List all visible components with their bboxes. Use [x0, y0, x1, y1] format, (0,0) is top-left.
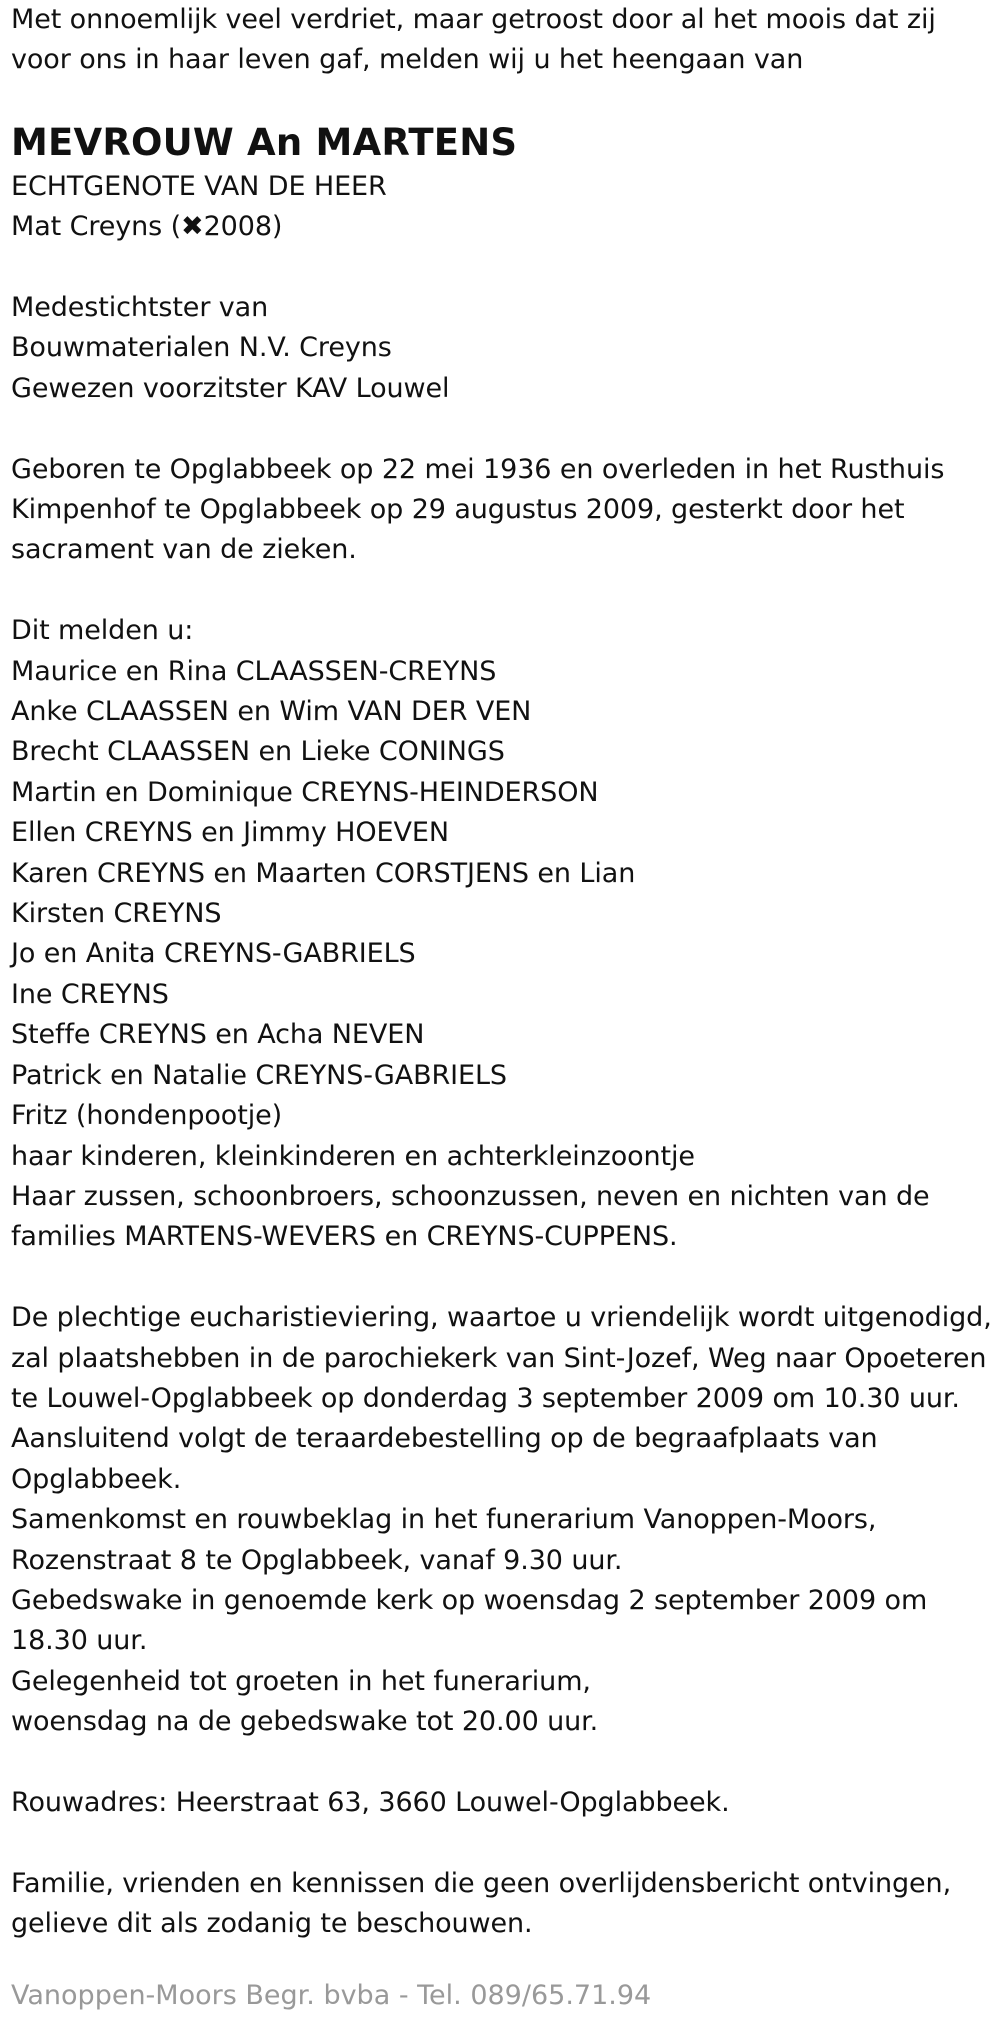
closing-paragraph	[11, 1864, 996, 1945]
family-member: Brecht CLAASSEN en Lieke CONINGS	[11, 736, 505, 768]
ceremony-paragraph	[11, 1298, 996, 1742]
closing-line: gelieve dit als zodanig te beschouwen.	[11, 1908, 533, 1940]
family-member: Kirsten CREYNS	[11, 898, 222, 930]
mourning-address: Rouwadres: Heerstraat 63, 3660 Louwel-Opglabbeek.	[11, 1786, 730, 1818]
obituary-notice	[11, 0, 996, 1945]
role-line: Gewezen voorzitster KAV Louwel	[11, 372, 450, 404]
family-member: Martin en Dominique CREYNS-HEINDERSON	[11, 776, 599, 808]
ceremony-line: Gebedswake in genoemde kerk op woensdag 2 september 2009 om	[11, 1584, 928, 1616]
ceremony-line: Gelegenheid tot groeten in het funerarium,	[11, 1665, 591, 1697]
family-intro: Dit melden u:	[11, 615, 194, 647]
ceremony-line: Rozenstraat 8 te Opglabbeek, vanaf 9.30 uur.	[11, 1544, 623, 1576]
ceremony-line: 18.30 uur.	[11, 1625, 148, 1657]
ceremony-line: Opglabbeek.	[11, 1463, 182, 1495]
ceremony-line: Aansluitend volgt de teraardebestelling op de begraafplaats van	[11, 1423, 878, 1455]
spacer	[11, 1258, 996, 1298]
family-member: Karen CREYNS en Maarten CORSTJENS en Lian	[11, 857, 636, 889]
role-line: Medestichtster van	[11, 292, 269, 324]
life-line: Geboren te Opglabbeek op 22 mei 1936 en overleden in het Rusthuis	[11, 453, 945, 485]
intro-line: voor ons in haar leven gaf, melden wij u het heengaan van	[11, 44, 804, 76]
family-member: families MARTENS-WEVERS en CREYNS-CUPPENS.	[11, 1221, 678, 1253]
family-member: Fritz (hondenpootje)	[11, 1100, 283, 1132]
spacer	[11, 409, 996, 449]
family-list	[11, 611, 996, 1258]
intro-paragraph	[11, 0, 996, 81]
ceremony-line: Samenkomst en rouwbeklag in het funerarium Vanoppen-Moors,	[11, 1504, 877, 1536]
ceremony-line: te Louwel-Opglabbeek op donderdag 3 september 2009 om 10.30 uur.	[11, 1382, 960, 1414]
ceremony-line: woensdag na de gebedswake tot 20.00 uur.	[11, 1706, 599, 1738]
spacer	[11, 571, 996, 611]
family-member: Jo en Anita CREYNS-GABRIELS	[11, 938, 416, 970]
family-member: Ellen CREYNS en Jimmy HOEVEN	[11, 817, 449, 849]
closing-line: Familie, vrienden en kennissen die geen overlijdensbericht ontvingen,	[11, 1867, 952, 1899]
family-member: haar kinderen, kleinkinderen en achterkleinzoontje	[11, 1140, 695, 1172]
family-member: Patrick en Natalie CREYNS-GABRIELS	[11, 1059, 507, 1091]
ceremony-line: zal plaatshebben in de parochiekerk van Sint-Jozef, Weg naar Opoeteren	[11, 1342, 987, 1374]
intro-line: Met onnoemlijk veel verdriet, maar getroost door al het moois dat zij	[11, 4, 936, 35]
family-member: Haar zussen, schoonbroers, schoonzussen, neven en nichten van de	[11, 1180, 930, 1212]
spacer	[11, 1743, 996, 1783]
family-member: Anke CLAASSEN en Wim VAN DER VEN	[11, 696, 532, 728]
family-member: Ine CREYNS	[11, 978, 169, 1010]
funeral-home-footer: Vanoppen-Moors Begr. bvba - Tel. 089/65.71.94	[11, 1980, 652, 2011]
spacer	[11, 1823, 996, 1863]
ceremony-line: De plechtige eucharistieviering, waartoe u vriendelijk wordt uitgenodigd,	[11, 1302, 992, 1334]
role-line: Bouwmaterialen N.V. Creyns	[11, 332, 392, 364]
family-member: Maurice en Rina CLAASSEN-CREYNS	[11, 655, 497, 687]
spacer	[11, 248, 996, 288]
life-line: sacrament van de zieken.	[11, 534, 357, 566]
life-paragraph	[11, 450, 996, 571]
spouse-title: ECHTGENOTE VAN DE HEER	[11, 170, 387, 202]
family-member: Steffe CREYNS en Acha NEVEN	[11, 1019, 425, 1051]
spouse-name: Mat Creyns (✖2008)	[11, 211, 283, 243]
life-line: Kimpenhof te Opglabbeek op 29 augustus 2009, gesterkt door het	[11, 494, 905, 526]
roles-paragraph	[11, 288, 996, 409]
deceased-name: MEVROUW An MARTENS	[11, 120, 518, 164]
